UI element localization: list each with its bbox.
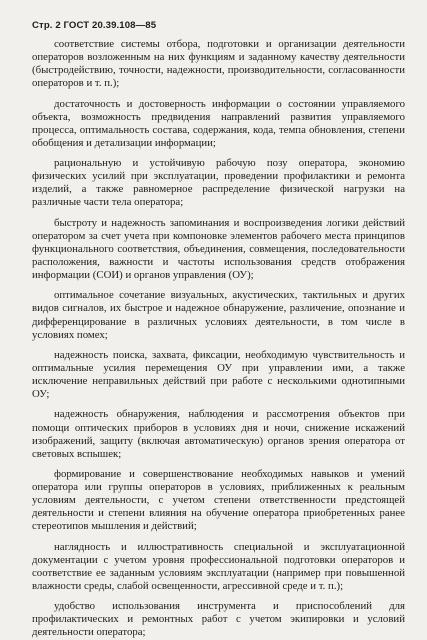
paragraph-1: соответствие системы отбора, подготовки и организации деятельности операторов возложенным на них функциям и заданному качеству деятельности (быстродействию, точности, надежности, производительности, согласованности операторов и т. п.); (32, 38, 405, 90)
paragraph-6: надежность поиска, захвата, фиксации, необходимую чувствительность и оптимальные усилия перемещения ОУ при управлении ими, а также исключение неправильных действий при работе с несколькими однотипными ОУ; (32, 348, 405, 401)
page-header: Стр. 2 ГОСТ 20.39.108—85 (32, 20, 157, 31)
paragraph-5: оптимальное сочетание визуальных, акустических, тактильных и других видов сигналов, их быстрое и надежное обнаружение, различение, опознание и дифференцирование в различных условиях деятельности, в том числе в условиях помех; (32, 289, 405, 341)
paragraph-9: наглядность и иллюстративность специальной и эксплуатационной документации с учетом уровня профессиональной подготовки операторов и соответствие ее заданным условиям эксплуатации (например при повышенной влажности среды, слабой освещенности, агрессивной среде и т. п.); (32, 540, 405, 592)
paragraph-4: быстроту и надежность запоминания и воспроизведения логики действий оператором за счет учета при компоновке элементов рабочего места принципов функционального соответствия, объединения, совмещения, последовательности расположения, важности и частоты использования средств отображения информации (СОИ) и органов управления (ОУ); (32, 216, 405, 282)
paragraph-7: надежность обнаружения, наблюдения и рассмотрения объектов при помощи оптических приборов в условиях дня и ночи, снижение искажений изображений, защиту (включая автоматическую) органов зрения оператора от световых вспышек; (32, 408, 405, 460)
paragraph-3: рациональную и устойчивую рабочую позу оператора, экономию физических усилий при эксплуатации, проведении профилактики и ремонта изделий, а также равномерное распределение физической нагрузки на различные части тела оператора; (32, 157, 405, 209)
paragraph-8: формирование и совершенствование необходимых навыков и умений оператора или группы операторов в условиях, приближенных к реальным условиям деятельности, с учетом степени ответственности предстоящей деятельности и степени влияния на обучение оператора приобретенных ранее стереотипов мышления и действий; (32, 468, 405, 533)
paragraph-2: достаточность и достоверность информации о состоянии управляемого объекта, возможность предвидения направлений развития управляемого процесса, оптимальность состава, содержания, кода, темпа обновления, степени обобщения и детализации информации; (32, 97, 405, 149)
paragraph-10: удобство использования инструмента и приспособлений для профилактических и ремонтных работ с учетом экипировки и условий деятельности оператора; (32, 600, 405, 639)
